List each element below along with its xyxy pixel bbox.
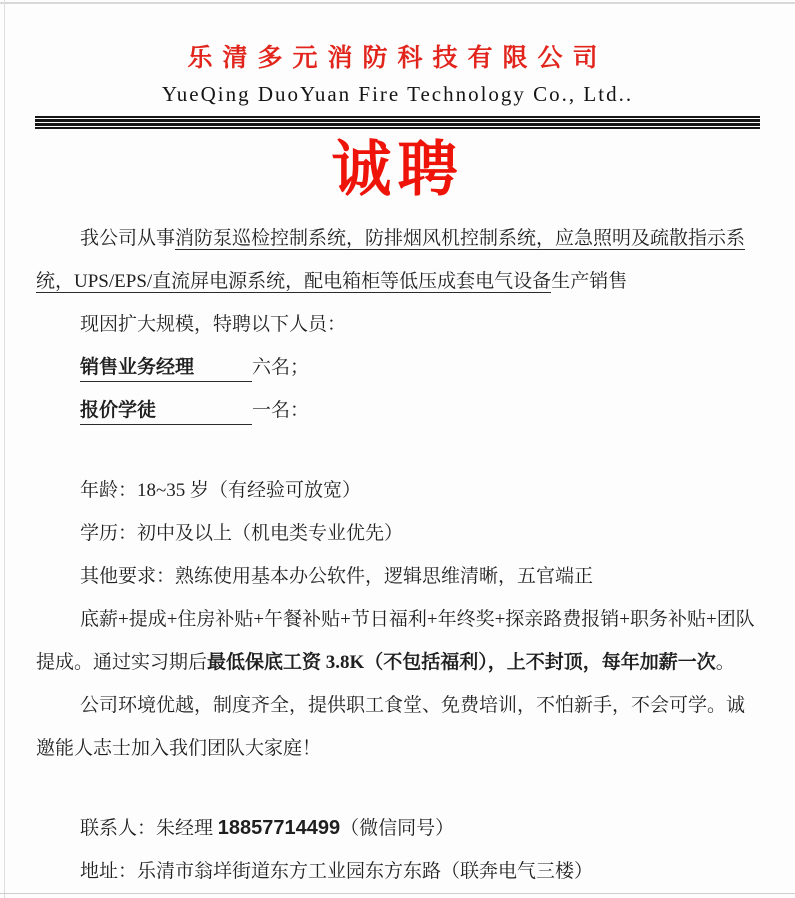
contact-phone-number: 18857714499	[217, 817, 341, 839]
intro-line-2	[36, 260, 759, 303]
salary-tail-punct: 。	[715, 652, 735, 673]
intro-tail-text: 生产销售	[551, 271, 628, 292]
photo-edge-bottom	[0, 893, 795, 894]
position-title-underlined: 报价学徒	[80, 398, 252, 425]
document-title: 诚聘	[331, 137, 464, 203]
intro-line-1	[36, 217, 759, 260]
intro-underlined-system-3: 应急照明及疏散指示系	[555, 228, 746, 249]
intro-underlined-system-3-wrap: 统，	[36, 271, 75, 292]
intro-underlined-system-2: 防排烟风机控制系统，	[365, 228, 556, 249]
position-row-sales-manager	[36, 346, 759, 389]
salary-lead-text: 提成。通过实习期后	[36, 652, 208, 673]
position-count: 六名；	[252, 357, 310, 378]
environment-line-2: 邀能人志士加入我们团队大家庭！	[36, 738, 322, 759]
salary-line-2	[36, 641, 759, 684]
company-name-english: YueQing DuoYuan Fire Technology Co., Ltd..	[161, 82, 634, 106]
company-name-chinese: 乐清多元消防科技有限公司	[187, 45, 608, 72]
position-row-quotation-apprentice	[36, 389, 759, 432]
header-divider-rule	[35, 116, 760, 129]
document-header	[0, 42, 795, 209]
requirement-education: 学历：初中及以上（机电类专业优先）	[80, 523, 404, 544]
contact-person-label: 联系人：朱经理	[80, 818, 218, 839]
photo-edge-left	[4, 0, 5, 898]
contact-person-line	[36, 807, 759, 850]
position-count: 一名：	[252, 400, 310, 421]
photo-edge-top	[0, 2, 795, 4]
document-body	[0, 209, 795, 893]
environment-line-1: 公司环境优越，制度齐全，提供职工食堂、免费培训，不怕新手，不会可学。诚	[80, 695, 746, 716]
contact-address-line: 地址：乐清市翁垟街道东方工业园东方东路（联奔电气三楼）	[80, 861, 594, 882]
requirement-age: 年龄：18~35 岁（有经验可放宽）	[80, 480, 362, 501]
intro-underlined-system-4: UPS/EPS/直流屏电源系统，	[74, 271, 305, 292]
intro-underlined-system-5: 配电箱柜等低压成套电气设备	[304, 271, 552, 292]
intro-lead-text: 我公司从事	[80, 228, 176, 249]
intro-underlined-system-1: 消防泵巡检控制系统，	[175, 228, 366, 249]
salary-line-1: 底薪+提成+住房补贴+午餐补贴+节日福利+年终奖+探亲路费报销+职务补贴+团队	[80, 609, 755, 630]
requirement-other: 其他要求：熟练使用基本办公软件，逻辑思维清晰，五官端正	[80, 566, 594, 587]
position-title-underlined: 销售业务经理	[80, 355, 252, 382]
salary-bold-guarantee: 最低保底工资 3.8K（不包括福利），上不封顶，每年加薪一次	[207, 652, 716, 673]
contact-wechat-note: （微信同号）	[340, 818, 455, 839]
spacer	[36, 770, 759, 807]
expansion-line: 现因扩大规模，特聘以下人员：	[80, 314, 347, 335]
spacer	[36, 432, 759, 469]
